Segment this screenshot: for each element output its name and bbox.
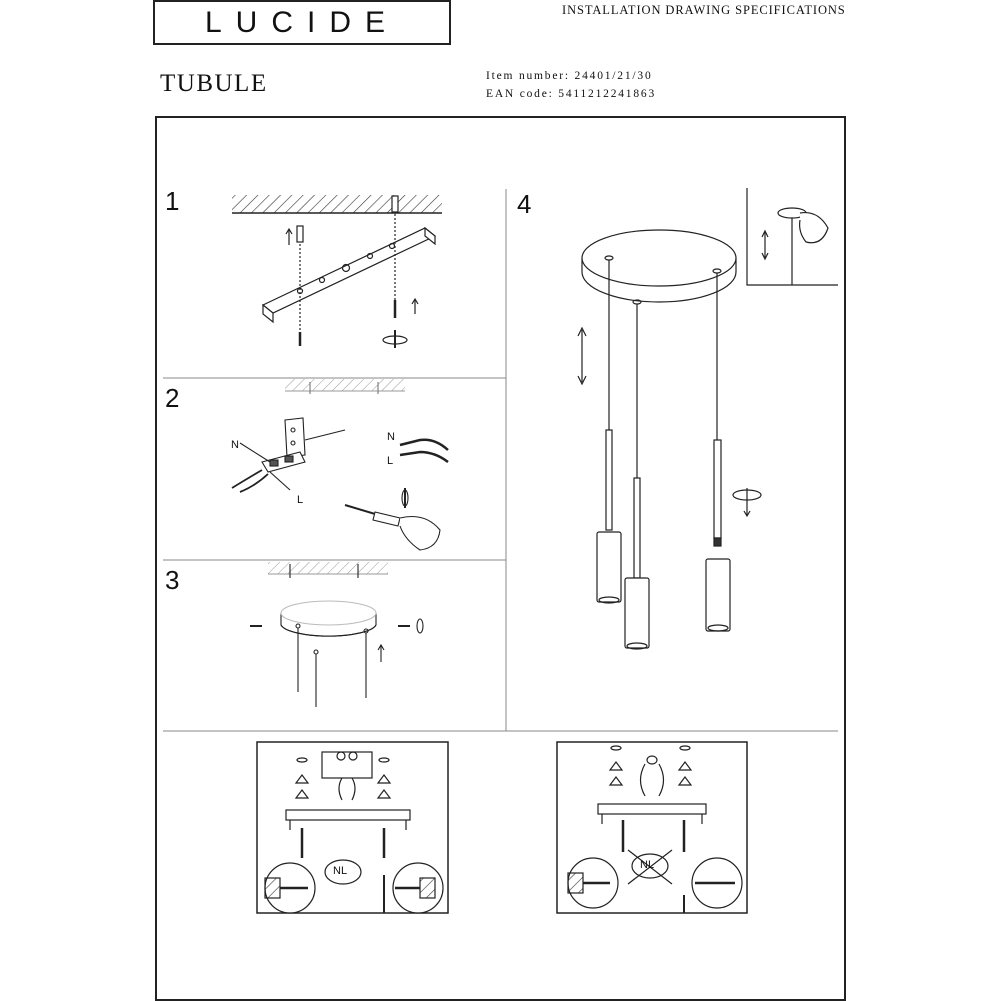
wire-label-neutral-detail: N	[387, 431, 395, 443]
step-1-mounting-bracket	[232, 195, 442, 348]
step-2-wiring	[232, 379, 448, 550]
step-4-number: 4	[517, 189, 532, 219]
wire-label-live: L	[297, 494, 304, 506]
item-number: Item number: 24401/21/30	[486, 70, 653, 82]
ean-code: EAN code: 5411212241863	[486, 88, 657, 100]
wire-label-neutral: N	[231, 439, 239, 451]
brand-logo: LUCIDE	[204, 5, 400, 39]
wire-label-live-detail: L	[387, 455, 394, 467]
nl-badge: NL	[333, 865, 348, 877]
panel-dividers	[163, 189, 838, 731]
step-2-number: 2	[165, 383, 180, 413]
step-3-canopy	[250, 562, 423, 707]
model-name: TUBULE	[160, 70, 268, 97]
alt-mounting-diagram-crossed	[557, 742, 747, 913]
document-title: INSTALLATION DRAWING SPECIFICATIONS	[562, 3, 846, 17]
step-3-number: 3	[165, 565, 180, 595]
nl-badge-crossed: NL	[640, 859, 655, 871]
step-1-number: 1	[165, 186, 180, 216]
alt-mounting-diagram-nl	[257, 742, 448, 913]
step-4-pendants	[578, 188, 838, 649]
